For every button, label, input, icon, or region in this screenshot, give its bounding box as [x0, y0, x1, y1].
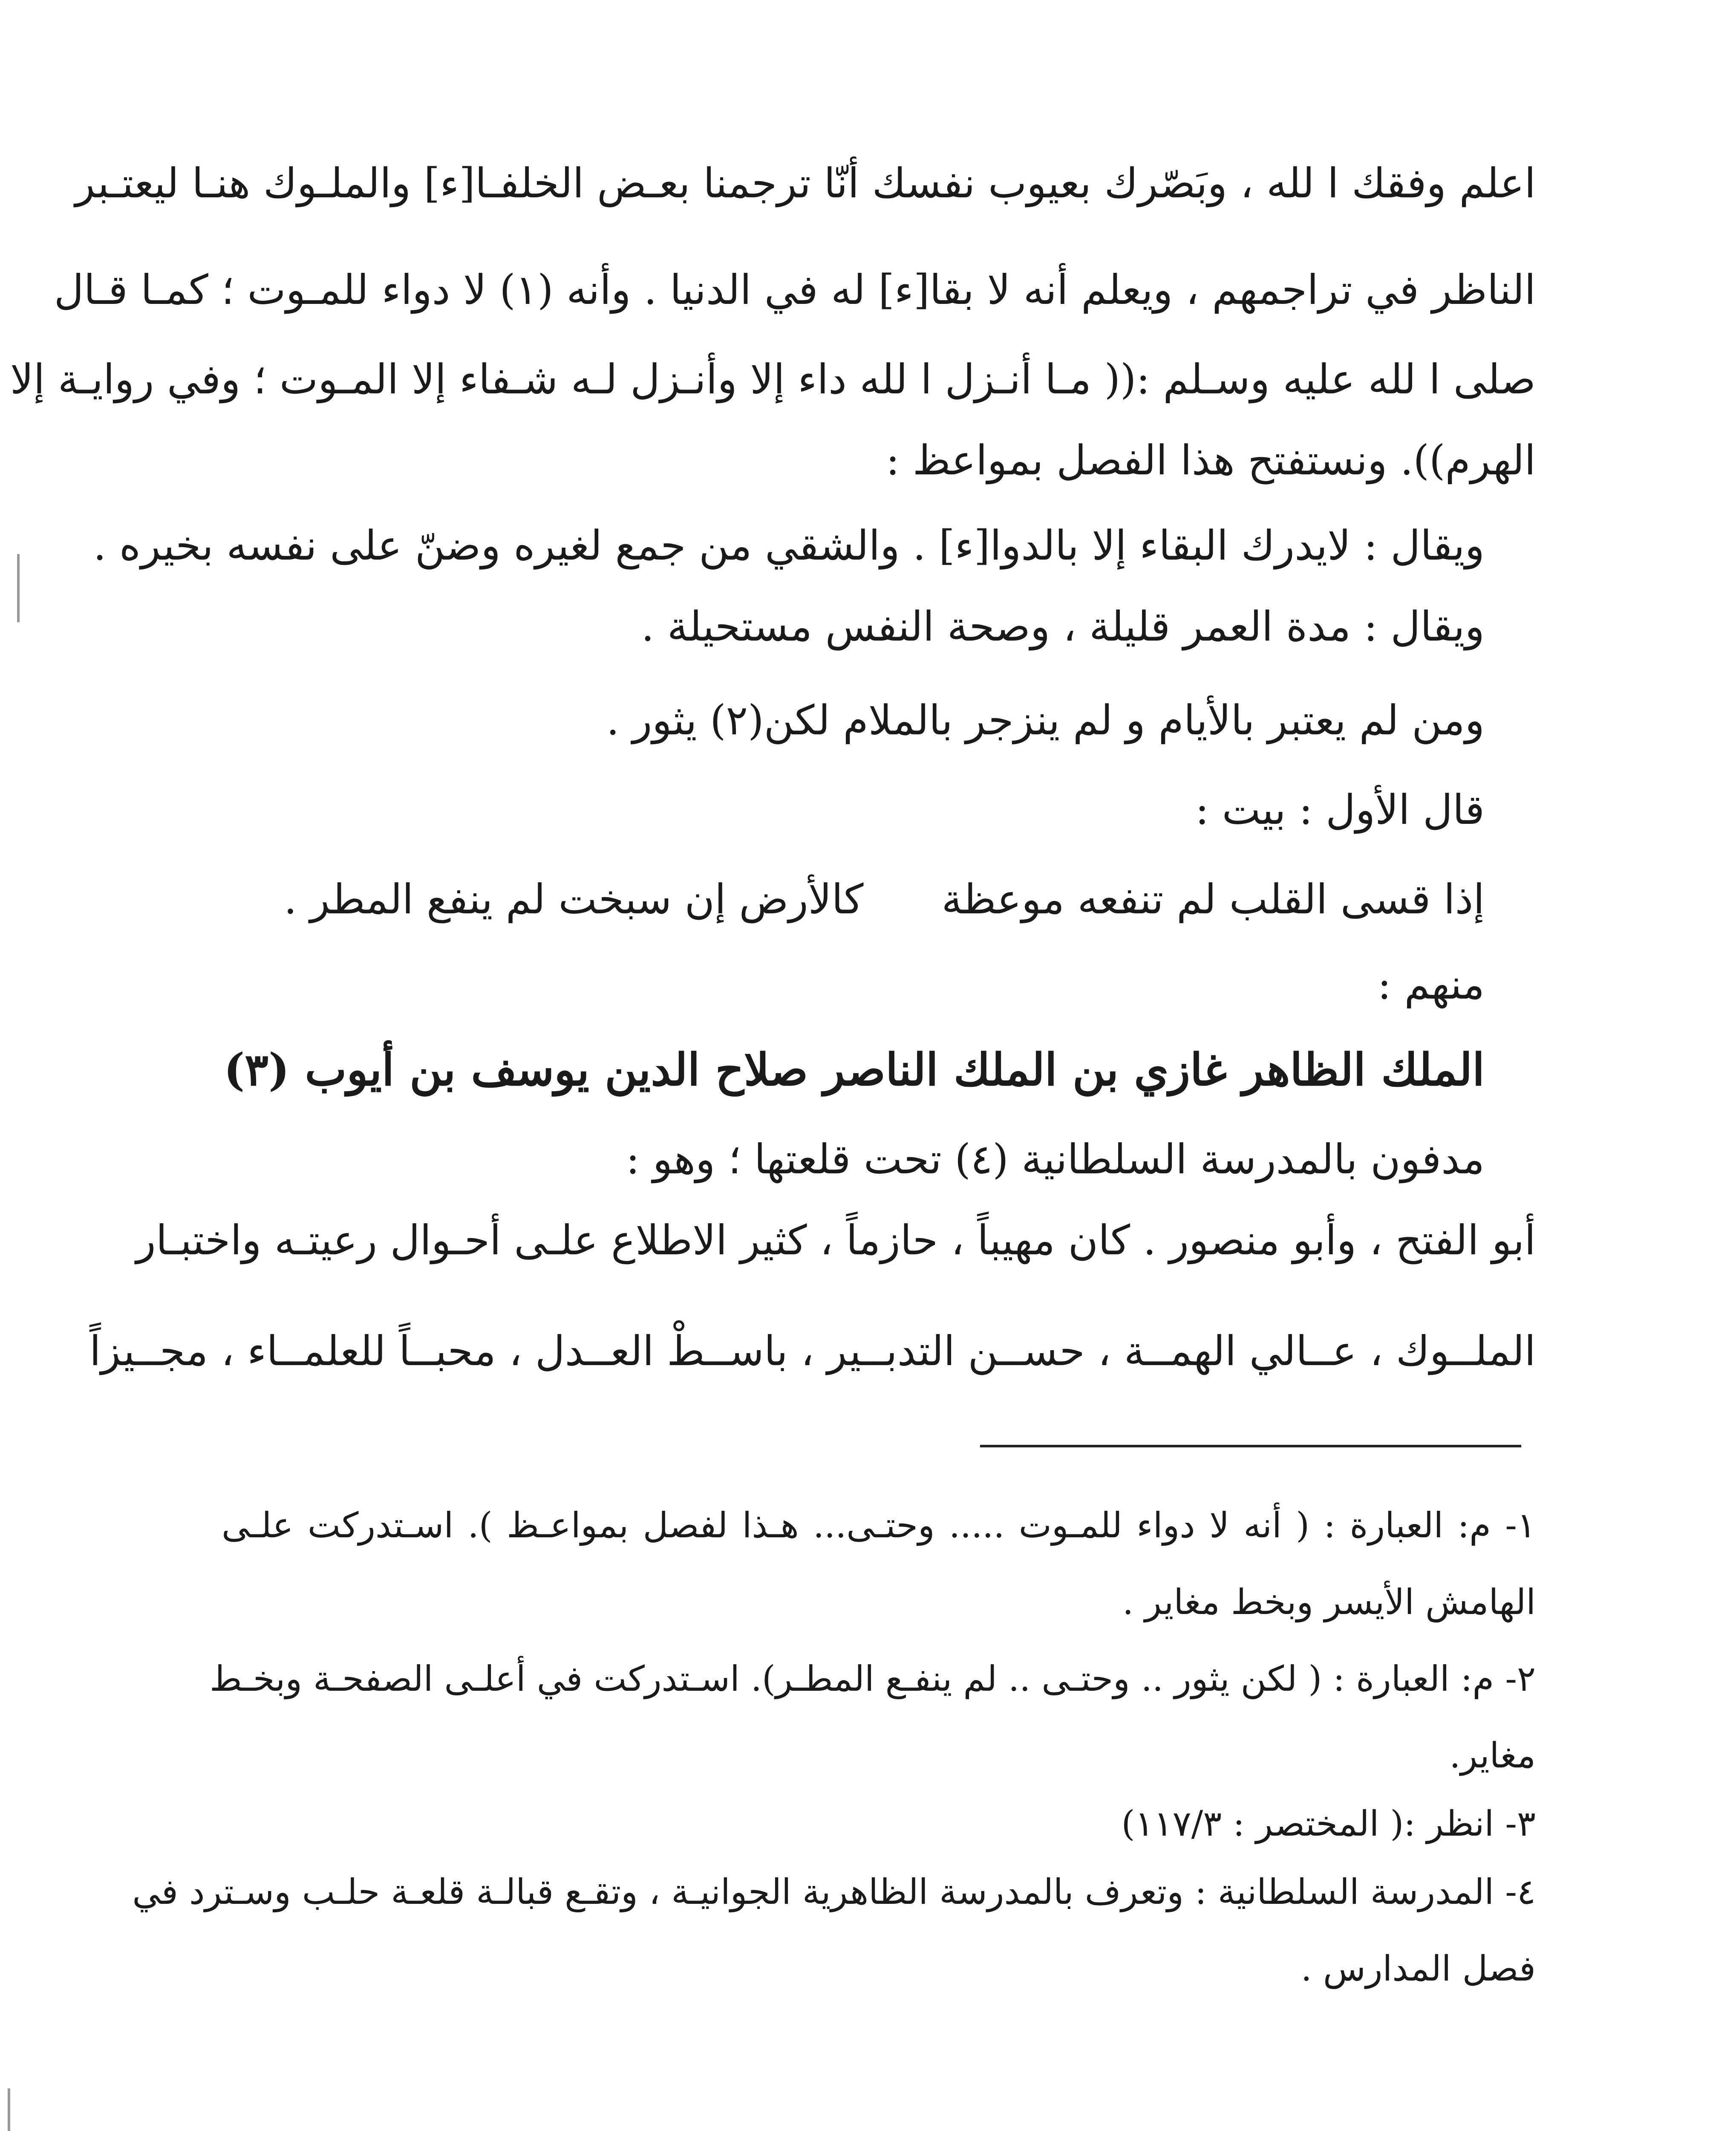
body-line-3: صلى ا لله عليه وسـلم :(( مـا أنـزل ا لله داء إلا وأنـزل لـه شـفاء إلا المـوت ؛ وفي روايـة إلا — [10, 355, 1536, 403]
body-line-1: اعلم وفقك ا لله ، وبَصّرك بعيوب نفسك أنّا ترجمنا بعـض الخلفـا[ء] والملـوك هنـا ليعتـبر — [75, 159, 1536, 207]
verse-intro: قال الأول : بيت : — [1195, 786, 1485, 834]
body-line-2: الناظر في تراجمهم ، ويعلم أنه لا بقا[ء] له في الدنيا . وأنه (١) لا دواء للمـوت ؛ كمـا قـال — [54, 266, 1536, 314]
biography-line-2: أبو الفتح ، وأبو منصور . كان مهيباً ، حازماً ، كثير الاطلاع علـى أحـوال رعيتـه واختبـار — [136, 1216, 1536, 1264]
footnote-1-line-1: ١- م: العبارة : ( أنه لا دواء للمـوت ..... وحتـى... هـذا لفصل بمواعـظ ). اسـتدركت علـى — [222, 1505, 1536, 1546]
biography-line-1: مدفون بالمدرسة السلطانية (٤) تحت قلعتها ؛ وهو : — [626, 1135, 1485, 1183]
footnote-3: ٣- انظر :( المختصر : ١١٧/٣) — [1121, 1804, 1536, 1844]
footnote-separator — [980, 1445, 1521, 1447]
body-line-4: الهرم)). ونستفتح هذا الفصل بمواعظ : — [885, 436, 1536, 484]
section-intro: منهم : — [1377, 961, 1485, 1008]
scan-margin-mark — [8, 2088, 10, 2131]
footnote-2-line-2: مغاير. — [1449, 1735, 1536, 1776]
section-heading: الملك الظاهر غازي بن الملك الناصر صلاح الدين يوسف بن أيوب (٣) — [224, 1043, 1485, 1096]
saying-3: ومن لم يعتبر بالأيام و لم ينزجر بالملام لكن(٢) يثور . — [606, 696, 1485, 744]
footnote-4-line-1: ٤- المدرسة السلطانية : وتعرف بالمدرسة الظاهرية الجوانيـة ، وتقـع قبالـة قلعـة حلـب وسـترد في — [132, 1872, 1536, 1912]
saying-1: ويقال : لايدرك البقاء إلا بالدوا[ء] . والشقي من جمع لغيره وضنّ على نفسه بخيره . — [93, 522, 1485, 569]
scan-margin-mark — [17, 554, 20, 622]
verse-line: إذا قسى القلب لم تنفعه موعظة كالأرض إن سبخت لم ينفع المطر . — [284, 875, 1485, 923]
saying-2: ويقال : مدة العمر قليلة ، وصحة النفس مستحيلة . — [641, 603, 1485, 650]
biography-line-3: الملــوك ، عــالي الهمــة ، حســن التدبــير ، باســطْ العــدل ، محبــاً للعلمــاء ، مجــيزاً — [89, 1327, 1536, 1375]
footnote-4-line-2: فصل المدارس . — [1301, 1949, 1536, 1989]
footnote-1-line-2: الهامش الأيسر وبخط مغاير . — [1122, 1582, 1536, 1623]
footnote-2-line-1: ٢- م: العبارة : ( لكن يثور .. وحتـى .. لم ينفـع المطـر). اسـتدركت في أعلـى الصفحـة وبخـط — [209, 1659, 1536, 1699]
